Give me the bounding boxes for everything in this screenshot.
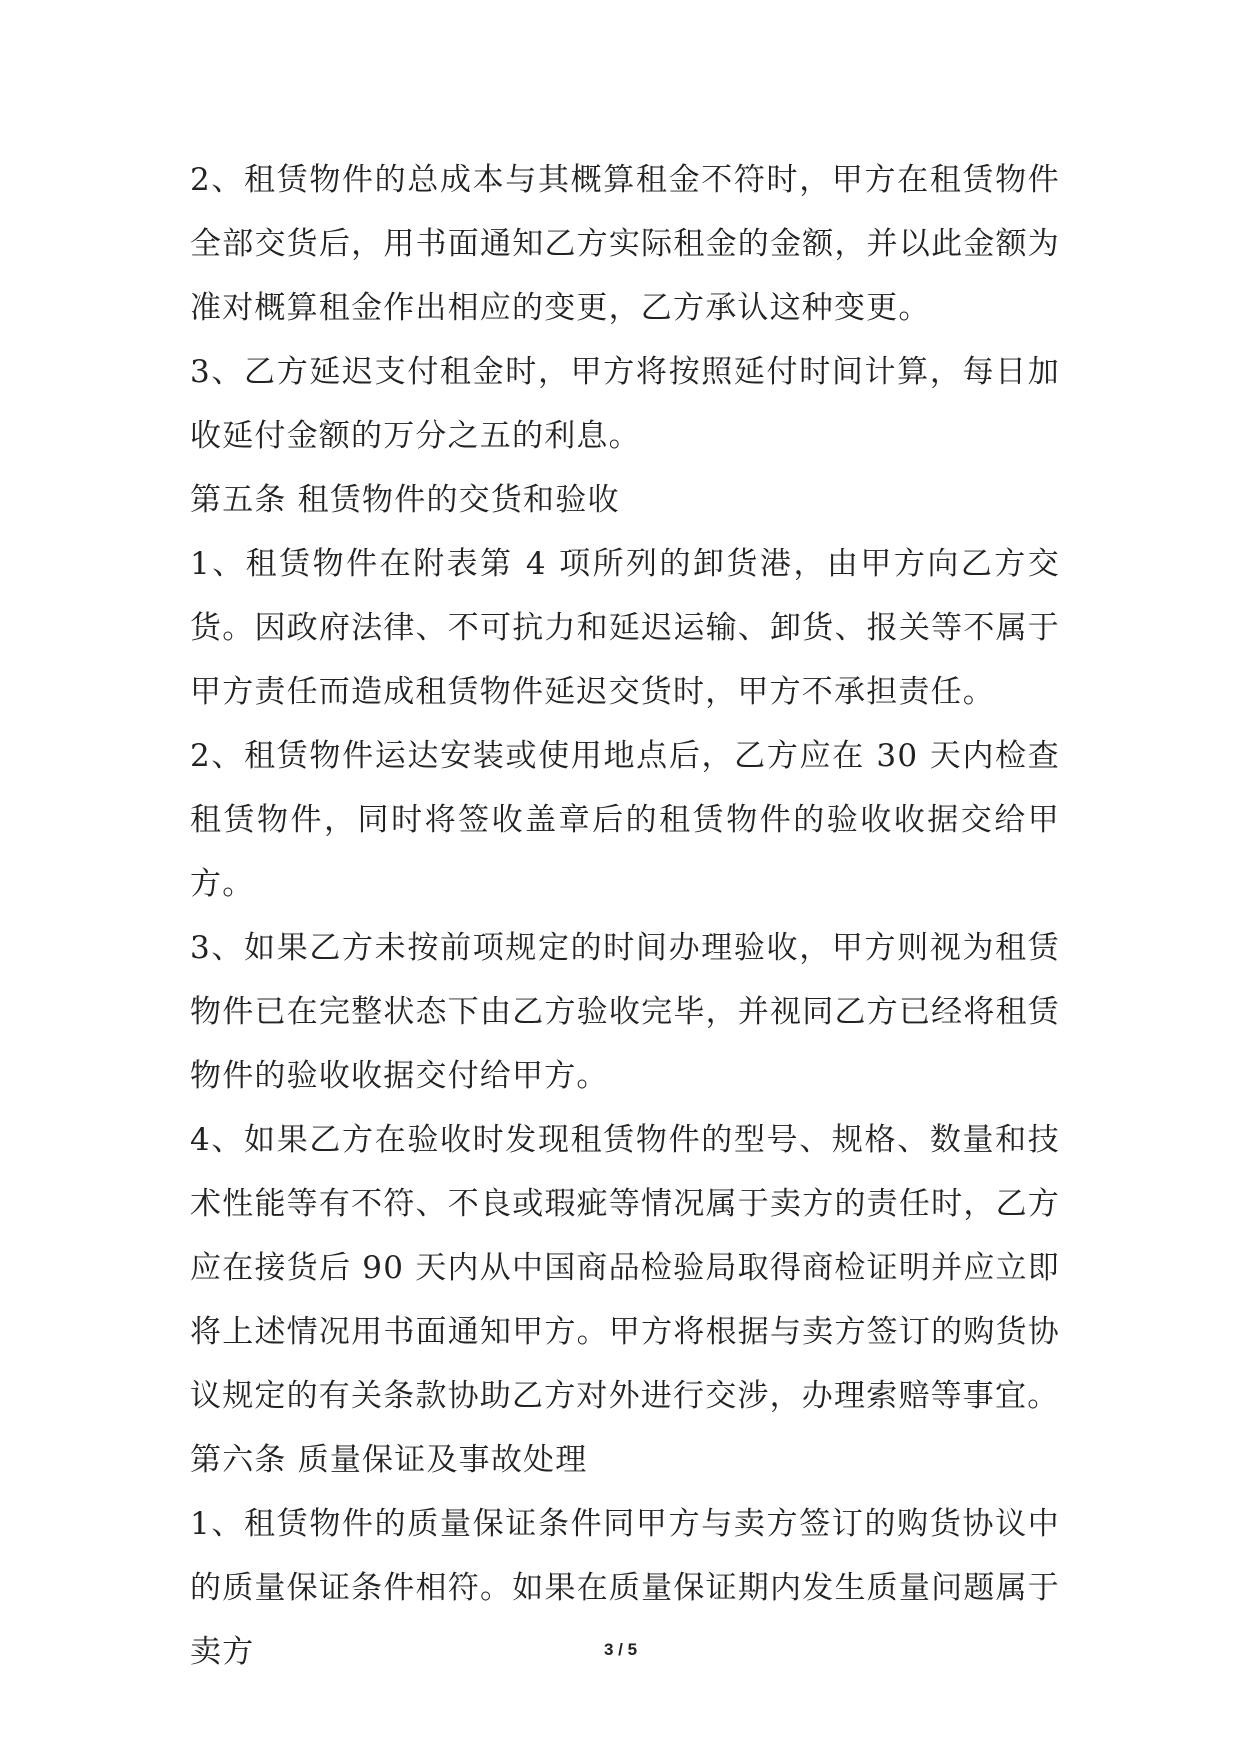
section-heading-article-6: 第六条 质量保证及事故处理 — [190, 1442, 588, 1478]
document-body — [190, 148, 1060, 1684]
page-number: 3 / 5 — [603, 1640, 638, 1659]
paragraph-defect-claims: 4、如果乙方在验收时发现租赁物件的型号、规格、数量和技术性能等有不符、不良或瑕疵等情况属于卖方的责任时，乙方应在接货后 90 天内从中国商品检验局取得商检证明并应立即将上述情况用书面通知甲方。甲方将根据与卖方签订的购货协议规定的有关条款协助乙方对外进行交涉，办理索赔等事宜。 — [190, 1122, 1060, 1414]
paragraph-deemed-acceptance: 3、如果乙方未按前项规定的时间办理验收，甲方则视为租赁物件已在完整状态下由乙方验收完毕，并视同乙方已经将租赁物件的验收收据交付给甲方。 — [190, 930, 1060, 1094]
paragraph-inspection-30-days: 2、租赁物件运达安装或使用地点后，乙方应在 30 天内检查租赁物件，同时将签收盖章后的租赁物件的验收收据交给甲方。 — [190, 738, 1060, 902]
paragraph-rent-adjustment: 2、租赁物件的总成本与其概算租金不符时，甲方在租赁物件全部交货后，用书面通知乙方实际租金的金额，并以此金额为准对概算租金作出相应的变更，乙方承认这种变更。 — [190, 162, 1060, 326]
paragraph-delivery-port: 1、租赁物件在附表第 4 项所列的卸货港，由甲方向乙方交货。因政府法律、不可抗力和延迟运输、卸货、报关等不属于甲方责任而造成租赁物件延迟交货时，甲方不承担责任。 — [190, 546, 1060, 710]
section-heading-article-5: 第五条 租赁物件的交货和验收 — [190, 482, 620, 518]
paragraph-quality-guarantee: 1、租赁物件的质量保证条件同甲方与卖方签订的购货协议中的质量保证条件相符。如果在质量保证期内发生质量问题属于卖方 — [190, 1506, 1060, 1670]
paragraph-late-payment-interest: 3、乙方延迟支付租金时，甲方将按照延付时间计算，每日加收延付金额的万分之五的利息。 — [190, 354, 1060, 454]
